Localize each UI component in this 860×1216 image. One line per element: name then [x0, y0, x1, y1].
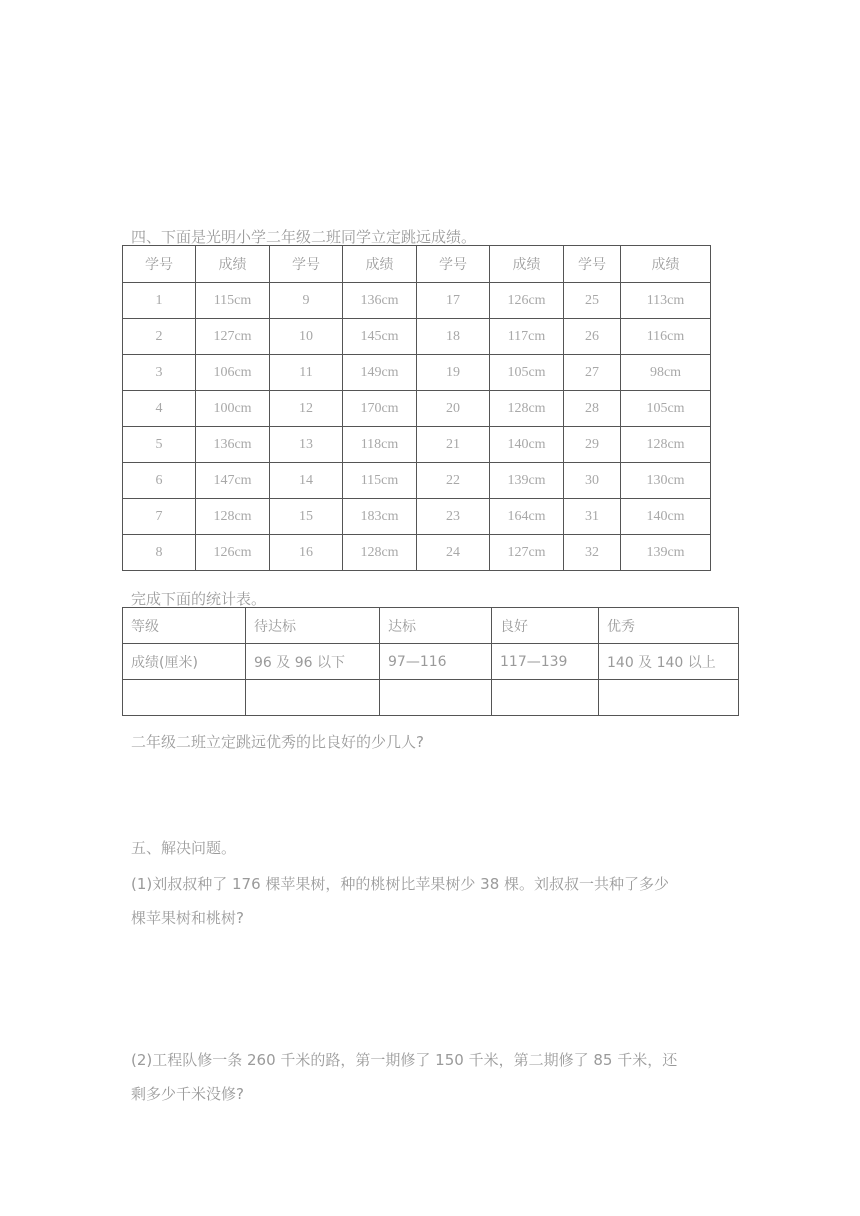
score-cell: 100cm	[196, 391, 270, 427]
table-row	[123, 535, 711, 571]
student-number-cell: 19	[417, 355, 490, 391]
score-cell: 115cm	[196, 283, 270, 319]
student-number-cell: 10	[270, 319, 343, 355]
student-number-cell: 23	[417, 499, 490, 535]
stat-table-row1	[123, 608, 739, 644]
student-number-cell: 24	[417, 535, 490, 571]
stat-table	[122, 607, 739, 716]
student-number-cell: 8	[123, 535, 196, 571]
header-score: 成绩	[196, 246, 270, 283]
student-number-cell: 13	[270, 427, 343, 463]
answer-cell[interactable]	[123, 680, 246, 716]
student-number-cell: 21	[417, 427, 490, 463]
header-student-number: 学号	[270, 246, 343, 283]
score-cell: 128cm	[343, 535, 417, 571]
header-student-number: 学号	[123, 246, 196, 283]
student-number-cell: 28	[564, 391, 621, 427]
student-number-cell: 11	[270, 355, 343, 391]
table-row	[123, 463, 711, 499]
stat-cell: 97—116	[380, 644, 492, 680]
stat-cell: 140 及 140 以上	[599, 644, 739, 680]
stat-cell: 达标	[380, 608, 492, 644]
student-number-cell: 20	[417, 391, 490, 427]
student-number-cell: 27	[564, 355, 621, 391]
header-student-number: 学号	[564, 246, 621, 283]
student-number-cell: 18	[417, 319, 490, 355]
student-number-cell: 26	[564, 319, 621, 355]
score-cell: 118cm	[343, 427, 417, 463]
stat-cell: 117—139	[492, 644, 599, 680]
problem1-line1: (1)刘叔叔种了 176 棵苹果树，种的桃树比苹果树少 38 棵。刘叔叔一共种了多少	[131, 875, 670, 893]
complete-table-label: 完成下面的统计表。	[131, 590, 267, 608]
score-cell: 116cm	[621, 319, 711, 355]
header-score: 成绩	[621, 246, 711, 283]
table-row	[123, 427, 711, 463]
score-cell: 136cm	[196, 427, 270, 463]
table-row	[123, 391, 711, 427]
header-score: 成绩	[490, 246, 564, 283]
student-number-cell: 5	[123, 427, 196, 463]
score-cell: 105cm	[490, 355, 564, 391]
student-number-cell: 2	[123, 319, 196, 355]
score-cell: 139cm	[490, 463, 564, 499]
stat-cell: 等级	[123, 608, 246, 644]
score-cell: 128cm	[196, 499, 270, 535]
problem2-line1: (2)工程队修一条 260 千米的路，第一期修了 150 千米，第二期修了 85 千米，还	[131, 1051, 678, 1069]
student-number-cell: 15	[270, 499, 343, 535]
student-number-cell: 12	[270, 391, 343, 427]
stat-cell: 待达标	[246, 608, 380, 644]
score-cell: 139cm	[621, 535, 711, 571]
student-number-cell: 3	[123, 355, 196, 391]
score-cell: 149cm	[343, 355, 417, 391]
table-row	[123, 283, 711, 319]
score-cell: 128cm	[621, 427, 711, 463]
score-cell: 164cm	[490, 499, 564, 535]
student-number-cell: 6	[123, 463, 196, 499]
question-excellent-vs-good: 二年级二班立定跳远优秀的比良好的少几人?	[131, 733, 424, 751]
score-cell: 126cm	[196, 535, 270, 571]
score-cell: 145cm	[343, 319, 417, 355]
answer-cell[interactable]	[492, 680, 599, 716]
stat-table-row3	[123, 680, 739, 716]
score-cell: 115cm	[343, 463, 417, 499]
score-table-header-row	[123, 246, 711, 283]
table-row	[123, 319, 711, 355]
score-cell: 106cm	[196, 355, 270, 391]
student-number-cell: 29	[564, 427, 621, 463]
table-row	[123, 355, 711, 391]
student-number-cell: 16	[270, 535, 343, 571]
student-number-cell: 17	[417, 283, 490, 319]
score-cell: 128cm	[490, 391, 564, 427]
answer-cell[interactable]	[599, 680, 739, 716]
section4-title: 四、下面是光明小学二年级二班同学立定跳远成绩。	[131, 228, 477, 246]
score-cell: 183cm	[343, 499, 417, 535]
student-number-cell: 4	[123, 391, 196, 427]
problem2-line2: 剩多少千米没修?	[131, 1085, 244, 1103]
score-cell: 126cm	[490, 283, 564, 319]
score-cell: 98cm	[621, 355, 711, 391]
score-cell: 105cm	[621, 391, 711, 427]
jump-score-table	[122, 245, 711, 571]
student-number-cell: 14	[270, 463, 343, 499]
score-cell: 127cm	[490, 535, 564, 571]
score-cell: 130cm	[621, 463, 711, 499]
header-student-number: 学号	[417, 246, 490, 283]
student-number-cell: 31	[564, 499, 621, 535]
score-cell: 136cm	[343, 283, 417, 319]
answer-cell[interactable]	[380, 680, 492, 716]
score-cell: 127cm	[196, 319, 270, 355]
student-number-cell: 30	[564, 463, 621, 499]
answer-cell[interactable]	[246, 680, 380, 716]
student-number-cell: 9	[270, 283, 343, 319]
student-number-cell: 7	[123, 499, 196, 535]
stat-cell: 96 及 96 以下	[246, 644, 380, 680]
stat-cell: 良好	[492, 608, 599, 644]
table-row	[123, 499, 711, 535]
student-number-cell: 25	[564, 283, 621, 319]
score-cell: 170cm	[343, 391, 417, 427]
header-score: 成绩	[343, 246, 417, 283]
score-cell: 140cm	[621, 499, 711, 535]
score-cell: 147cm	[196, 463, 270, 499]
score-cell: 117cm	[490, 319, 564, 355]
stat-table-row2	[123, 644, 739, 680]
score-cell: 140cm	[490, 427, 564, 463]
problem1-line2: 棵苹果树和桃树?	[131, 909, 244, 927]
student-number-cell: 22	[417, 463, 490, 499]
stat-cell: 成绩(厘米)	[123, 644, 246, 680]
score-cell: 113cm	[621, 283, 711, 319]
student-number-cell: 1	[123, 283, 196, 319]
stat-cell: 优秀	[599, 608, 739, 644]
section5-title: 五、解决问题。	[131, 839, 237, 857]
student-number-cell: 32	[564, 535, 621, 571]
